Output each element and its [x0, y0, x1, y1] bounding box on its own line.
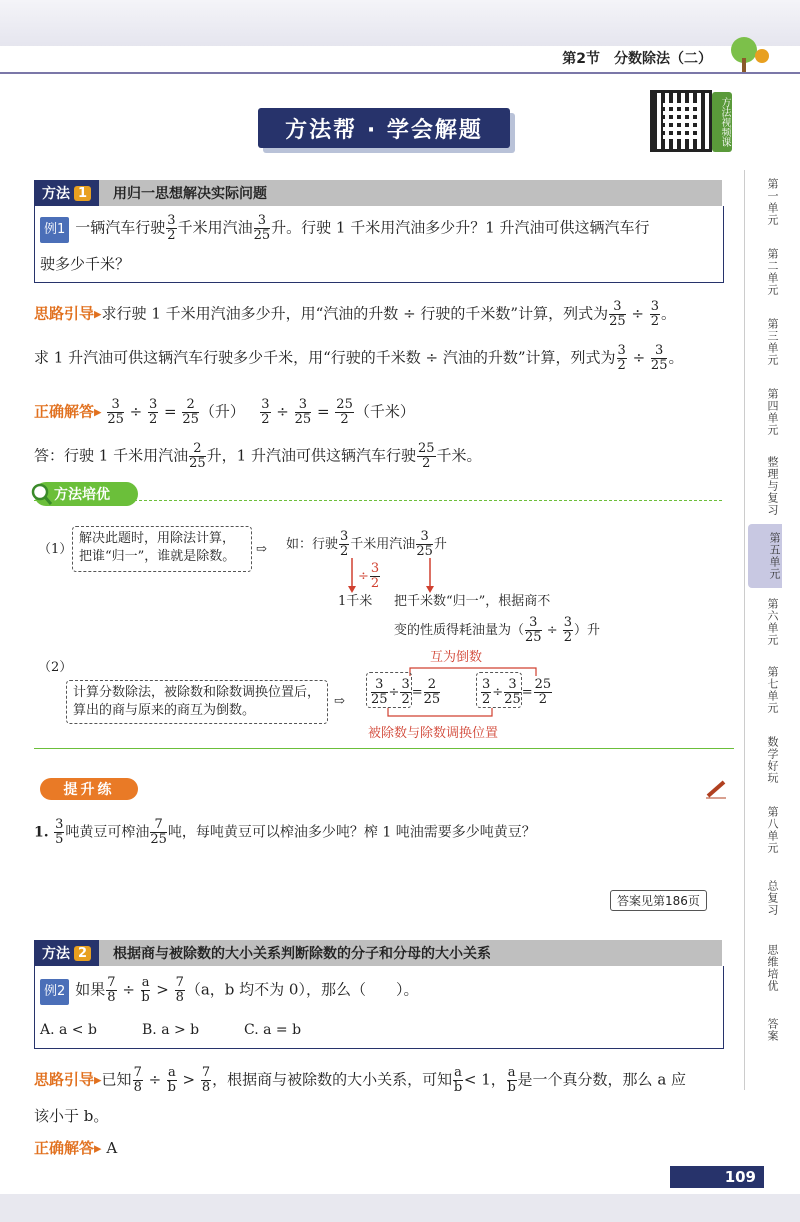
answer-label: 正确解答 [34, 1139, 95, 1157]
method1-title: 用归一思想解决实际问题 [113, 186, 268, 202]
practice-q1: 1. $\frac{3}{5}$ 吨黄豆可榨油 $\frac{7}{25}$ 吨，每吨黄豆可以榨油多少吨？榨 1 吨油需要多少吨黄豆？ [34, 817, 536, 847]
swap-arrow [384, 708, 504, 722]
page-number: 109 [670, 1166, 764, 1188]
example2-line1: 例2 如果 $\frac{7}{8}$ ÷ $\frac{a}{b}$ > $\frac{7}{8}$ （a，b 均不为 0），那么（ ）。 [40, 976, 418, 1005]
method2-title: 根据商与被除数的大小关系判断除数的分子和分母的大小关系 [113, 946, 492, 962]
peiyou-divider [34, 500, 722, 502]
hint-label: 思路引导 [34, 304, 95, 323]
answer-label: 正确解答 [34, 402, 95, 421]
side-tab[interactable]: 第六单元 [766, 598, 779, 646]
final-answer1-line: 答：行驶 1 千米用汽油 $\frac{2}{25}$ 升，1 升汽油可供这辆汽车行驶 $\frac{25}{2}$ 千米。 [34, 441, 482, 471]
peiyou-item1-num: （1） [38, 542, 73, 557]
method1-tag: 方法 [42, 186, 70, 202]
tree-icon [722, 34, 772, 74]
peiyou-item1-box: 解决此题时，用除法计算，把谁“归一”，谁就是除数。 [72, 526, 252, 572]
pencil-icon [704, 780, 728, 800]
chapter-title: 第2节 分数除法（二） [562, 51, 712, 67]
peiyou-note-line2: 变的性质得耗油量为（ $\frac{3}{25}$ ÷ $\frac{3}{2}$ ）升 [394, 615, 601, 645]
qr-code-icon[interactable] [650, 90, 712, 152]
example2-tag: 例2 [40, 979, 69, 1005]
peiyou-item1-example: 如：行驶 $\frac{3}{2}$ 千米用汽油 $\frac{3}{25}$ 升 [286, 529, 447, 559]
option-b[interactable]: B. a > b [142, 1022, 200, 1038]
answer-reference: 答案见第186页 [610, 890, 707, 911]
method2-num: 2 [74, 946, 91, 961]
qr-label: 方法视频课 [712, 92, 732, 152]
side-tab[interactable]: 整理与复习 [766, 456, 779, 516]
peiyou-expr1: $\frac{3}{25}$ ÷ $\frac{3}{2}$ = $\frac{2}{25}$ [371, 677, 441, 707]
peiyou-expr2: $\frac{3}{2}$ ÷ $\frac{3}{25}$ = $\frac{25}{2}$ [482, 677, 552, 707]
option-a[interactable]: A. a < b [40, 1022, 97, 1038]
one-km-label: 1千米 [338, 594, 373, 609]
option-c[interactable]: C. a = b [244, 1022, 302, 1038]
reciprocal-label: 互为倒数 [430, 650, 483, 665]
example1-line1: 例1 一辆汽车行驶 $\frac{3}{2}$ 千米用汽油 $\frac{3}{25}$ 升。行驶 1 千米用汽油多少升？1 升汽油可供这辆汽车行 [40, 214, 650, 243]
magnifier-icon [30, 482, 52, 506]
peiyou-bottom-line [34, 748, 734, 749]
side-tab[interactable]: 第一单元 [766, 178, 779, 226]
side-tab[interactable]: 答案 [766, 1018, 779, 1042]
practice-title: 提升练 [40, 778, 138, 800]
footer-band [0, 1194, 800, 1222]
side-tab[interactable]: 思维培优 [766, 944, 779, 992]
down-arrows [340, 558, 440, 594]
peiyou-title: 方法培优 [34, 482, 138, 506]
example1-line2: 驶多少千米？ [40, 255, 131, 273]
side-divider [744, 170, 745, 1090]
answer1-line: 正确解答▸ $\frac{3}{25}$ ÷ $\frac{3}{2}$ = $\frac{2}{25}$ （升） $\frac{3}{2}$ ÷ $\frac{3}{25}$ = $\frac{25}{2}$ （千米） [34, 397, 415, 427]
side-tab[interactable]: 第二单元 [766, 248, 779, 296]
swap-label: 被除数与除数调换位置 [368, 726, 499, 741]
method1-num: 1 [74, 186, 91, 201]
hint2-line-a: 思路引导▸已知 $\frac{7}{8}$ ÷ $\frac{a}{b}$ > $\frac{7}{8}$ ，根据商与被除数的大小关系，可知 $\frac{a}{b}$ < 1， $\frac{a}{b}$ 是一个真分数，那么 a 应 [34, 1065, 687, 1095]
example1-tag: 例1 [40, 217, 69, 243]
side-tab[interactable]: 第三单元 [766, 318, 779, 366]
hint2-line: 求 1 升汽油可供这辆汽车行驶多少千米，用“行驶的千米数 ÷ 汽油的升数”计算，列式为 $\frac{3}{2}$ ÷ $\frac{3}{25}$ 。 [34, 343, 684, 373]
peiyou-item2-num: （2） [38, 660, 73, 675]
method2-header [34, 940, 722, 966]
side-tab-active[interactable]: 第五单元 [748, 524, 782, 588]
example1-text: 一辆汽车行驶 [75, 218, 166, 237]
arrow-right-icon: ⇨ [334, 694, 345, 709]
side-tab[interactable]: 总复习 [766, 880, 779, 916]
method1-header [34, 180, 722, 206]
side-tab[interactable]: 第七单元 [766, 666, 779, 714]
side-tab[interactable]: 第四单元 [766, 388, 779, 436]
side-tab[interactable]: 数学好玩 [766, 736, 779, 784]
hint1-line: 思路引导▸求行驶 1 千米用汽油多少升，用“汽油的升数 ÷ 行驶的千米数”计算，列式为 $\frac{3}{25}$ ÷ $\frac{3}{2}$ 。 [34, 299, 677, 329]
hint-label: 思路引导 [34, 1070, 95, 1089]
divide-by: ÷ $\frac{3}{2}$ [358, 561, 380, 591]
peiyou-item2-box: 计算分数除法，被除数和除数调换位置后，算出的商与原来的商互为倒数。 [66, 680, 328, 724]
side-tab[interactable]: 第八单元 [766, 806, 779, 854]
method-banner: 方法帮 · 学会解题 [258, 108, 510, 148]
peiyou-note-line1: 把千米数“归一”，根据商不 [394, 594, 551, 609]
method2-tag: 方法 [42, 946, 70, 962]
answer2-line: 正确解答▸ A [34, 1139, 118, 1157]
header-line [0, 72, 800, 74]
arrow-right-icon: ⇨ [256, 542, 267, 557]
hint2-line-b: 该小于 b。 [34, 1107, 109, 1125]
